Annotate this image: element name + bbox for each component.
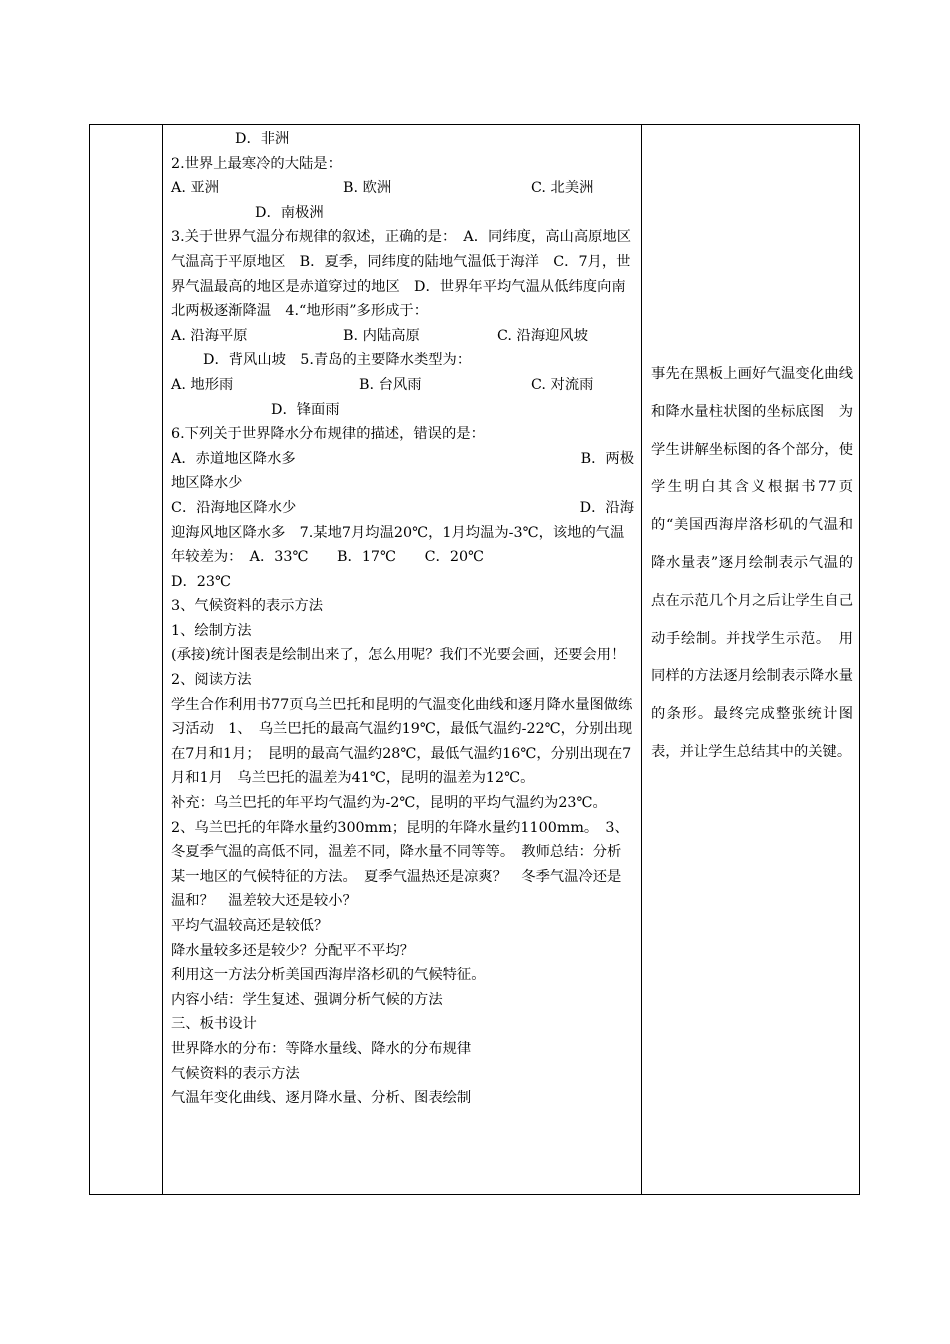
option-b: B. 台风雨 [359,376,422,393]
subsection-heading: 1、绘制方法 [171,622,252,639]
question-6: 6.下列关于世界降水分布规律的描述，错误的是： [171,426,485,443]
option-continuation: 地区降水少 [171,475,243,492]
section-heading: 3、气候资料的表示方法 [171,598,324,615]
teacher-activity-text: 事先在黑板上画好气温变化曲线和降水量柱状图的坐标底图 为学生讲解坐标图的各个部分，使学生明白其含义根据书77页的“美国西海岸洛杉矶的气温和降水量表”逐月绘制表示气温的点在示范几个月之后让学生自己动手绘制。并找学生示范。 用同样的方法逐月绘制表示降水量的条形。最终完成整张统计图表，并让学生总结其中的关键。 [651,366,853,760]
subsection-heading: 2、阅读方法 [171,672,252,689]
options-row [171,176,634,201]
option-line: D．南极洲 [255,204,324,221]
option-a: A. 亚洲 [171,180,220,197]
lesson-plan-table [89,124,860,1195]
option-a: A. 沿海平原 [171,327,248,344]
options-row [171,373,634,398]
option-c: C. 北美洲 [531,180,594,197]
question-7: 迎海风地区降水多 7.某地7月均温20℃，1月均温为-3℃，该地的气温年较差为： A．33℃ B．17℃ C．20℃ [171,524,625,566]
option-c: C．沿海地区降水少 [171,499,297,516]
option-d: D．沿海 [579,499,634,516]
option-a: A. 地形雨 [171,376,234,393]
options-row [171,324,634,349]
summary-line: 内容小结：学生复述、强调分析气候的方法 [171,991,443,1008]
option-line: D．非洲 [235,131,290,147]
paragraph: 补充：乌兰巴托的年平均气温约为-2℃，昆明的平均气温约为23℃。 2、乌兰巴托的年降水量约300mm；昆明的年降水量约1100mm。 3、冬夏季气温的高低不同，温差不同，降水量不同等等。 教师总结：分析某一地区的气候特征的方法。 夏季气温热还是凉爽？ 冬季气温冷还是温和？ 温差较大还是较小？ [171,795,629,910]
option-b: B．两极 [580,450,634,467]
teaching-content-text [171,127,634,1111]
teaching-content-column [163,125,642,1194]
text-line: 利用这一方法分析美国西海岸洛杉矶的气候特征。 [171,967,486,984]
section-heading: 三、板书设计 [171,1016,257,1033]
options-row [171,496,634,521]
question-3-4: 3.关于世界气温分布规律的叙述，正确的是： A．同纬度，高山高原地区气温高于平原地区 B．夏季，同纬度的陆地气温低于海洋 C．7月，世界气温最高的地区是赤道穿过的地区 D．世界年平均气温从低纬度向南北两极逐渐降温 4.“地形雨”多形成于： [171,229,632,320]
option-a: A．赤道地区降水多 [171,450,296,467]
text-line: 平均气温较高还是较低？ [171,918,329,934]
text-line: 气温年变化曲线、逐月降水量、分析、图表绘制 [171,1090,472,1107]
option-line: D．背风山坡 5.青岛的主要降水类型为： [203,352,472,369]
options-row [171,447,634,472]
teacher-activity-column [642,125,859,1194]
text-line: 气候资料的表示方法 [171,1065,300,1082]
text-line: 降水量较多还是较少？分配平不平均？ [171,942,415,959]
option-line: D．锋面雨 [271,401,340,418]
option-c: C. 沿海迎风坡 [497,327,589,344]
paragraph: (承接)统计图表是绘制出来了，怎么用呢？我们不光要会画，还要会用！ [171,647,626,664]
text-line: 世界降水的分布：等降水量线、降水的分布规律 [171,1040,472,1057]
paragraph: 学生合作利用书77页乌兰巴托和昆明的气温变化曲线和逐月降水量图做练习活动 1、 乌兰巴托的最高气温约19℃，最低气温约-22℃，分别出现在7月和1月； 昆明的最高气温约28℃，最低气温约16℃，分别出现在7月和1月 乌兰巴托的温差为41℃，昆明的温差为12℃。 [171,696,633,787]
question-2: 2.世界上最寒冷的大陆是： [171,155,342,172]
option-c: C. 对流雨 [531,376,594,393]
option-line: D．23℃ [171,573,231,590]
option-b: B. 欧洲 [343,180,392,197]
blank-left-column [90,125,163,1194]
option-b: B. 内陆高原 [343,327,420,344]
